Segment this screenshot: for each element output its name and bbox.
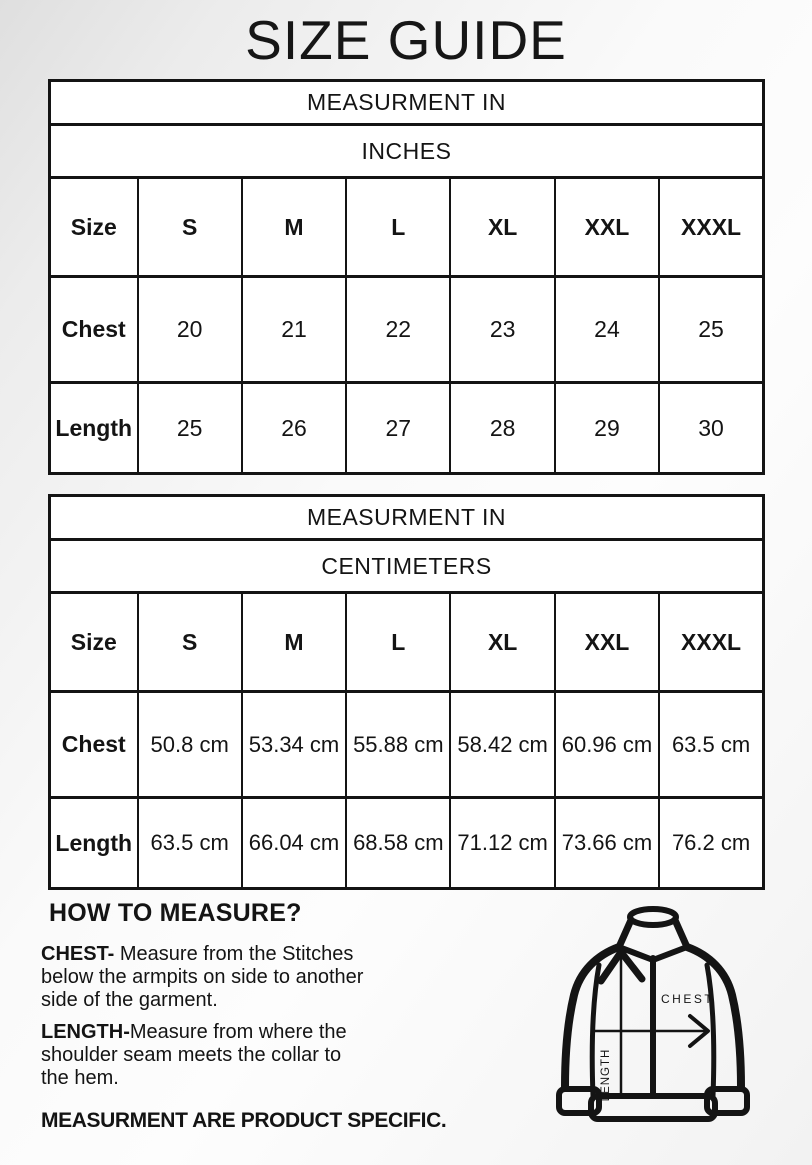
size-col-header: XXL [555, 593, 659, 692]
chest-value: 24 [555, 277, 659, 383]
length-instruction-text: shoulder seam meets the collar to [41, 1044, 342, 1066]
measurement-note: MEASURMENT ARE PRODUCT SPECIFIC. [41, 1109, 447, 1132]
size-col-header: XXL [555, 178, 659, 277]
size-col-header: XXXL [659, 593, 763, 692]
size-col-header: L [346, 593, 450, 692]
chest-value: 21 [242, 277, 346, 383]
table-title-measurement-in: MEASURMENT IN [50, 81, 764, 125]
table-title-unit-inches: INCHES [50, 125, 764, 178]
length-value-cm: 71.12 cm [450, 798, 554, 889]
chest-value: 22 [346, 277, 450, 383]
size-col-header: XL [450, 178, 554, 277]
row-label-chest: Chest [50, 692, 138, 798]
length-instruction-label: LENGTH- [41, 1021, 130, 1043]
centimeters-table [48, 494, 765, 890]
chest-value-cm: 50.8 cm [138, 692, 242, 798]
page-title: SIZE GUIDE [245, 9, 567, 71]
length-value-cm: 66.04 cm [242, 798, 346, 889]
length-value: 26 [242, 383, 346, 474]
length-value-cm: 63.5 cm [138, 798, 242, 889]
length-value-cm: 73.66 cm [555, 798, 659, 889]
row-label-chest: Chest [50, 277, 138, 383]
chest-instruction-text: below the armpits on side to another [41, 966, 364, 988]
chest-value-cm: 53.34 cm [242, 692, 346, 798]
chest-instruction-text: side of the garment. [41, 989, 218, 1011]
how-to-measure-section [41, 899, 471, 1133]
length-value: 28 [450, 383, 554, 474]
length-instruction-text: the hem. [41, 1067, 119, 1089]
length-value: 27 [346, 383, 450, 474]
row-label-length: Length [50, 798, 138, 889]
size-col-header: M [242, 178, 346, 277]
inches-table [48, 79, 765, 475]
size-col-header: XL [450, 593, 554, 692]
jacket-neck-opening [630, 909, 676, 925]
size-col-header: XXXL [659, 178, 763, 277]
chest-instruction-text: Measure from the Stitches [114, 943, 354, 965]
row-label-size: Size [50, 593, 138, 692]
how-to-heading: HOW TO MEASURE? [49, 899, 302, 927]
size-col-header: S [138, 178, 242, 277]
chest-instruction [41, 943, 471, 1012]
jacket-collar [619, 920, 631, 947]
size-col-header: S [138, 593, 242, 692]
chest-value-cm: 55.88 cm [346, 692, 450, 798]
size-col-header: M [242, 593, 346, 692]
size-col-header: L [346, 178, 450, 277]
chest-instruction-label: CHEST- [41, 943, 115, 965]
chest-value: 25 [659, 277, 763, 383]
chest-value: 20 [138, 277, 242, 383]
table-title-measurement-in: MEASURMENT IN [50, 496, 764, 540]
length-diagram-label: LENGTH [600, 1048, 612, 1102]
row-label-size: Size [50, 178, 138, 277]
length-value: 29 [555, 383, 659, 474]
length-value-cm: 76.2 cm [659, 798, 763, 889]
length-instruction [41, 1021, 471, 1090]
table-title-unit-centimeters: CENTIMETERS [50, 540, 764, 593]
chest-value-cm: 63.5 cm [659, 692, 763, 798]
chest-value: 23 [450, 277, 554, 383]
length-value-cm: 68.58 cm [346, 798, 450, 889]
jacket-collar [675, 920, 687, 947]
chest-diagram-label: CHEST [661, 992, 715, 1006]
length-value: 25 [138, 383, 242, 474]
jacket-diagram [549, 903, 761, 1125]
length-instruction-text: Measure from where the [129, 1021, 347, 1043]
chest-value-cm: 60.96 cm [555, 692, 659, 798]
row-label-length: Length [50, 383, 138, 474]
length-value: 30 [659, 383, 763, 474]
chest-value-cm: 58.42 cm [450, 692, 554, 798]
